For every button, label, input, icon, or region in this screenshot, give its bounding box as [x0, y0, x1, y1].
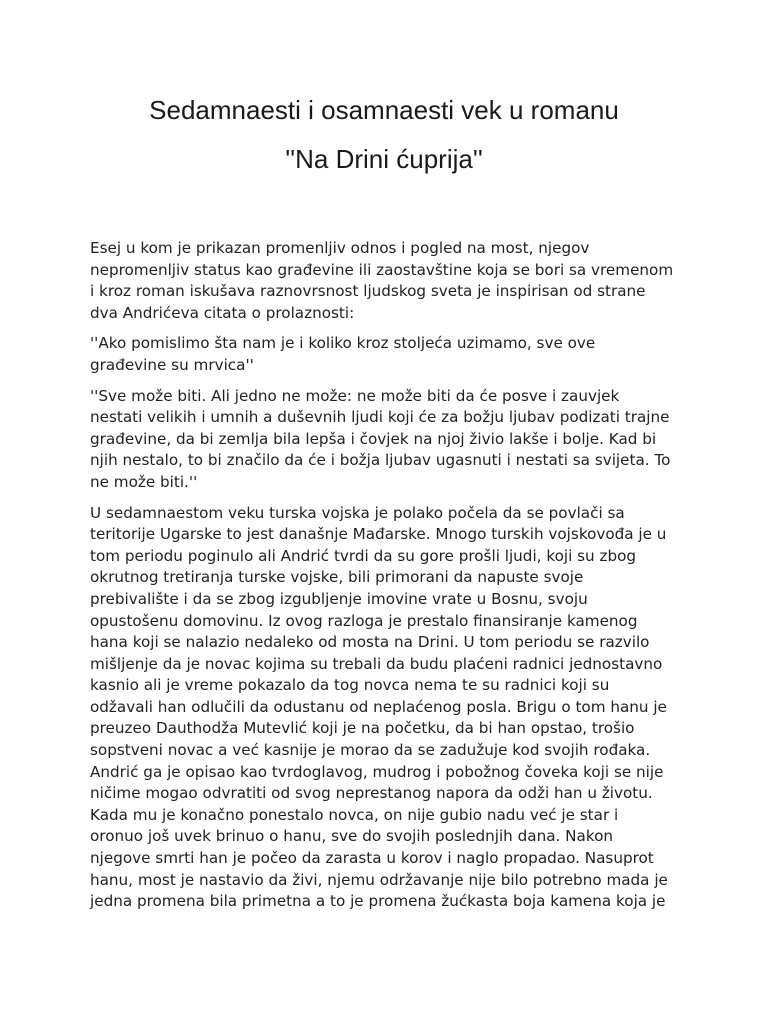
text-line: Kada mu je konačno ponestalo novca, on nije gubio nadu već je star i [90, 805, 619, 824]
text-line: U sedamnaestom veku turska vojska je polako počela da se povlači sa [90, 503, 625, 522]
text-line: kasnio ali je vreme pokazalo da tog novca nema te su radnici koji su [90, 676, 610, 695]
text-line: nepromenljiv status kao građevine ili zaostavštine koja se bori sa vremenom [90, 260, 674, 279]
document-title-line-2: ''Na Drini ćuprija'' [285, 144, 483, 174]
document-title-line-1: Sedamnaesti i osamnaesti vek u romanu [149, 95, 619, 125]
text-line: oronuo još uvek brinuo o hanu, sve do svojih poslednjih dana. Nakon [90, 827, 613, 846]
paragraph-main [90, 503, 680, 913]
text-line: odžavali han odlučili da odustanu od neplaćenog posla. Brigu o tom hanu je [90, 697, 667, 716]
paragraph-quote-2 [90, 386, 680, 494]
text-line: ničime mogao odvratiti od svog neprestanog napora da odži han u životu. [90, 784, 653, 803]
document-body [90, 238, 680, 922]
text-line: hanu, most je nastavio da živi, njemu održavanje nije bilo potrebno mada je [90, 870, 668, 889]
text-line: ''Ako pomislimo šta nam je i koliko kroz stoljeća uzimamo, sve ove [90, 334, 596, 353]
text-line: dva Andrićeva citata o prolaznosti: [90, 303, 355, 322]
paragraph-quote-1 [90, 333, 680, 376]
text-line: jedna promena bila primetna a to je promena žućkasta boja kamena koja je [90, 892, 666, 911]
text-line: ne može biti.'' [90, 472, 198, 491]
text-line: tom periodu poginulo ali Andrić tvrdi da su gore prošli ljudi, koji su zbog [90, 546, 637, 565]
text-line: Andrić ga je opisao kao tvrdoglavog, mudrog i pobožnog čoveka koji se nije [90, 762, 664, 781]
text-line: preuzeo Dauthodža Mutevlić koji je na početku, da bi han opstao, trošio [90, 719, 635, 738]
text-line: njih nestalo, to bi značilo da će i božja ljubav ugasnuti i nestati sa svijeta. To [90, 451, 671, 470]
text-line: opustošenu domovinu. Iz ovog razloga je prestalo finansiranje kamenog [90, 611, 638, 630]
text-line: i kroz roman iskušava raznovrsnost ljudskog sveta je inspirisan od strane [90, 282, 646, 301]
text-line: građevine su mrvica'' [90, 355, 254, 374]
text-line: ''Sve može biti. Ali jedno ne može: ne može biti da će posve i zauvjek [90, 386, 620, 405]
text-line: građevine, da bi zemlja bila lepša i čovjek na njoj živio lakše i bolje. Kad bi [90, 429, 657, 448]
text-line: prebivalište i da se zbog izgubljenje imovine vrate u Bosnu, svoju [90, 589, 588, 608]
text-line: nestati velikih i umnih a duševnih ljudi koji će za božju ljubav podizati trajne [90, 408, 670, 427]
text-line: teritorije Ugarske to jest današnje Mađarske. Mnogo turskih vojskovođa je u [90, 525, 667, 544]
text-line: mišljenje da je novac kojima su trebali da budu plaćeni radnici jednostavno [90, 654, 663, 673]
text-line: sopstveni novac a već kasnije je morao da se zadužuje kod svojih rođaka. [90, 741, 651, 760]
text-line: hana koji se nalazio nedaleko od mosta na Drini. U tom periodu se razvilo [90, 633, 650, 652]
text-line: njegove smrti han je počeo da zarasta u korov i naglo propadao. Nasuprot [90, 849, 654, 868]
text-line: Esej u kom je prikazan promenljiv odnos i pogled na most, njegov [90, 239, 590, 257]
text-line: okrutnog tretiranja turske vojske, bili primorani da napuste svoje [90, 568, 584, 587]
paragraph-intro [90, 238, 680, 324]
